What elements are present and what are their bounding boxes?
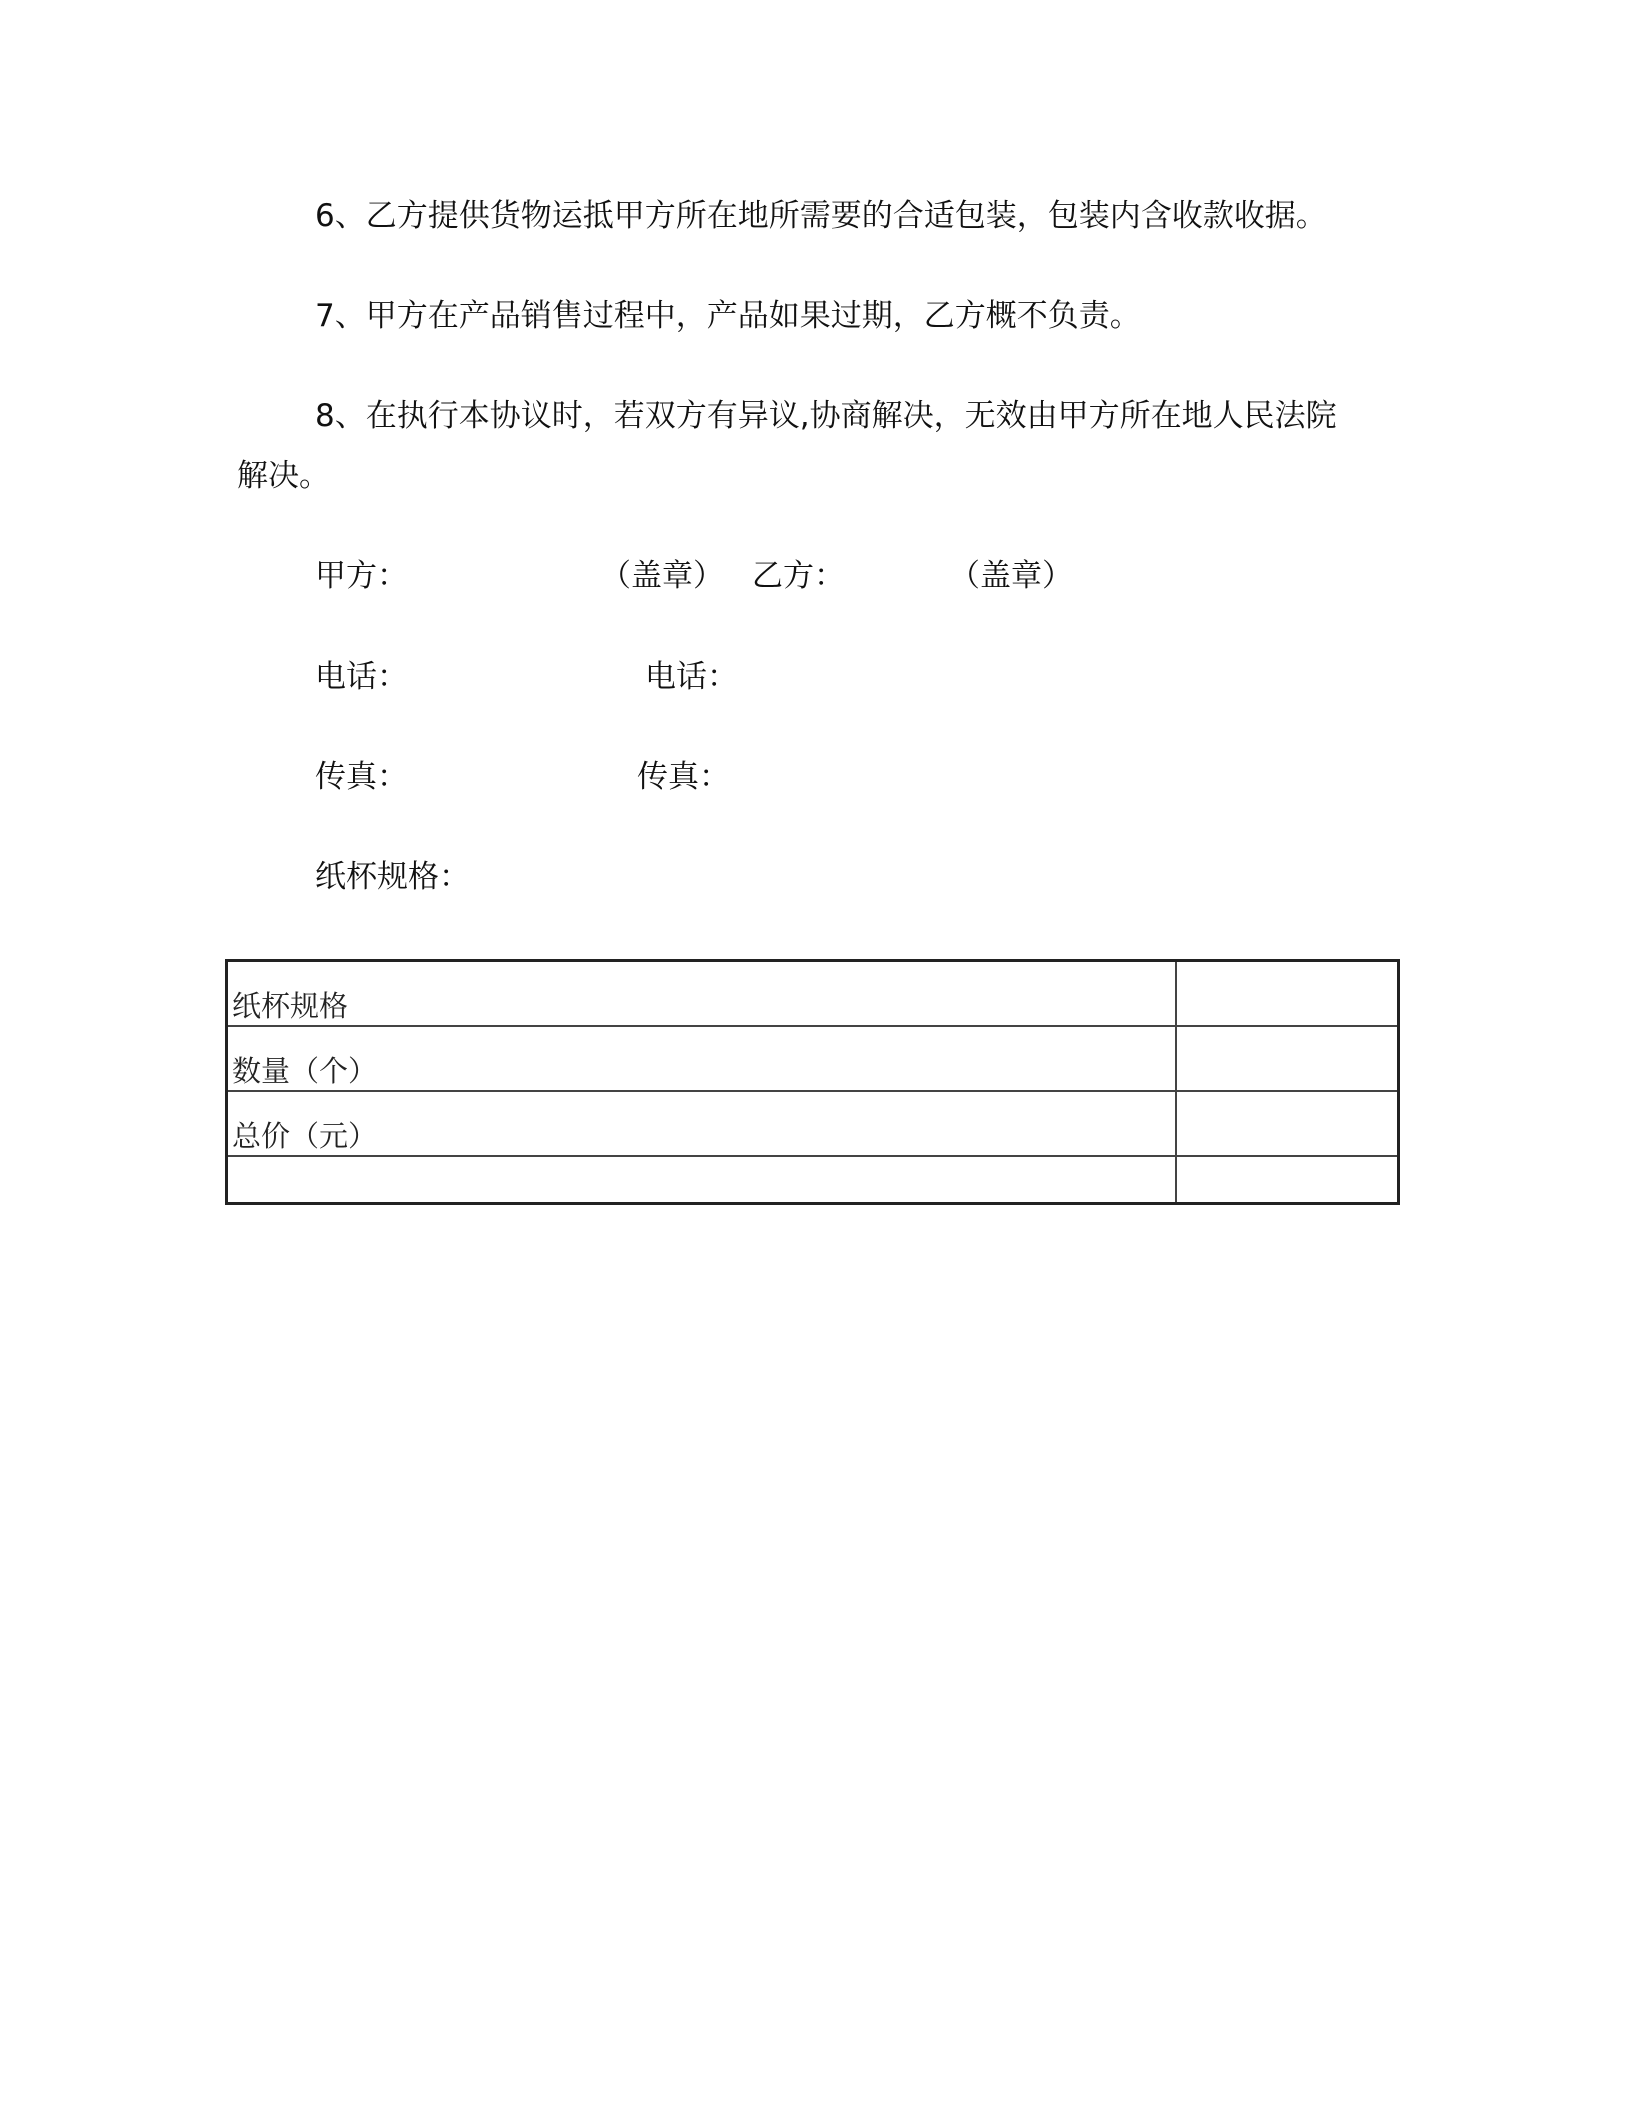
table-row bbox=[227, 1091, 1399, 1156]
phone-b-label: 电话： bbox=[645, 659, 738, 695]
party-a-label: 甲方： bbox=[315, 558, 408, 594]
clause-7: 7、甲方在产品销售过程中，产品如果过期，乙方概不负责。 bbox=[315, 298, 1141, 334]
fax-b-label: 传真： bbox=[637, 759, 730, 795]
phone-a-label: 电话： bbox=[315, 659, 408, 695]
quantity-value-cell bbox=[1176, 1026, 1399, 1091]
total-price-value-cell bbox=[1176, 1091, 1399, 1156]
spec-heading: 纸杯规格： bbox=[315, 859, 470, 895]
party-b-label: 乙方： bbox=[752, 558, 845, 594]
total-price-label-cell: 总价（元） bbox=[227, 1091, 1177, 1156]
table-row bbox=[227, 1156, 1399, 1204]
spec-value-cell bbox=[1176, 961, 1399, 1027]
fax-a-label: 传真： bbox=[315, 759, 408, 795]
empty-value-cell bbox=[1176, 1156, 1399, 1204]
quantity-label-cell: 数量（个） bbox=[227, 1026, 1177, 1091]
spec-table bbox=[225, 959, 1400, 1205]
table-row bbox=[227, 1026, 1399, 1091]
clause-6: 6、乙方提供货物运抵甲方所在地所需要的合适包装，包装内含收款收据。 bbox=[315, 198, 1327, 234]
spec-label-cell: 纸杯规格 bbox=[227, 961, 1177, 1027]
empty-label-cell bbox=[227, 1156, 1177, 1204]
table-row bbox=[227, 961, 1399, 1027]
clause-8-line-2: 解决。 bbox=[237, 458, 330, 494]
party-b-seal: （盖章） bbox=[949, 558, 1073, 594]
party-a-seal: （盖章） bbox=[600, 558, 724, 594]
clause-8-line-1: 8、在执行本协议时，若双方有异议,协商解决，无效由甲方所在地人民法院 bbox=[315, 398, 1337, 434]
